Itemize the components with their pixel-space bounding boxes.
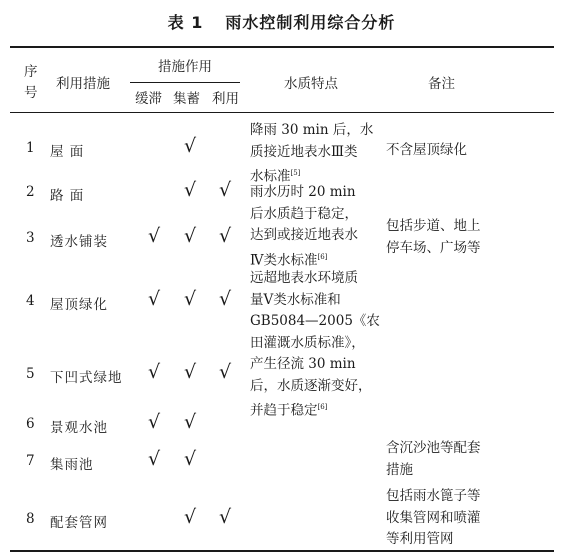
water-quality-note-3-line-4: 田灌溉水质标准》， <box>250 334 365 351</box>
water-quality-note-3-line-3: GB5084—2005《农 <box>250 313 380 329</box>
check-mark-row-1-store: √ <box>184 135 197 157</box>
row-3-number: 3 <box>26 230 35 246</box>
check-mark-row-5-use: √ <box>219 361 232 383</box>
header-remarks: 备注 <box>428 76 455 92</box>
water-quality-note-2-line-3: 达到或接近地表水 <box>250 227 358 243</box>
water-quality-note-1 <box>250 120 373 188</box>
remarks-note-4-line-3: 等利用管网 <box>386 531 454 547</box>
water-quality-note-2-line-1: 雨水历时 20 min <box>250 184 356 200</box>
row-7-name: 集雨池 <box>50 457 94 473</box>
table-number: 表 1 <box>167 13 204 32</box>
water-quality-note-1-line-1: 降雨 30 min 后，水 <box>250 122 374 138</box>
water-quality-note-2 <box>250 182 358 272</box>
remarks-note-2 <box>386 216 481 259</box>
check-mark-row-7-slow: √ <box>148 448 161 470</box>
row-1-name: 屋 面 <box>50 144 85 160</box>
check-mark-row-3-store: √ <box>184 225 197 247</box>
remarks-note-3 <box>386 438 481 481</box>
check-mark-row-2-store: √ <box>184 179 197 201</box>
check-mark-row-5-store: √ <box>184 361 197 383</box>
row-2-name: 路 面 <box>50 188 85 204</box>
check-mark-row-8-use: √ <box>219 506 232 528</box>
header-func-slow: 缓滞 <box>135 91 162 107</box>
check-mark-row-5-slow: √ <box>148 361 161 383</box>
row-4-name: 屋顶绿化 <box>50 297 108 313</box>
water-quality-note-3-ref: [6] <box>317 403 328 411</box>
row-6-number: 6 <box>26 416 35 432</box>
header-func-store: 集蓄 <box>173 91 200 107</box>
remarks-note-2-line-2: 停车场、广场等 <box>386 239 481 256</box>
check-mark-row-3-slow: √ <box>148 225 161 247</box>
remarks-note-3-line-2: 措施 <box>386 461 413 478</box>
header-bottom-rule <box>10 112 554 113</box>
header-measure: 利用措施 <box>56 76 110 92</box>
row-2-number: 2 <box>26 184 35 200</box>
remarks-note-4-line-1: 包括雨水篦子等 <box>386 488 481 504</box>
table-title <box>0 10 563 33</box>
check-mark-row-8-store: √ <box>184 506 197 528</box>
check-mark-row-3-use: √ <box>219 225 232 247</box>
header-water-quality: 水质特点 <box>284 76 338 92</box>
check-mark-row-7-store: √ <box>184 448 197 470</box>
water-quality-note-3-line-6: 后，水质逐渐变好， <box>250 377 372 394</box>
row-8-name: 配套管网 <box>50 515 108 531</box>
water-quality-note-2-line-2: 后水质趋于稳定， <box>250 205 358 222</box>
row-4-number: 4 <box>26 293 35 309</box>
row-5-number: 5 <box>26 366 35 382</box>
header-func-use: 利用 <box>212 91 239 107</box>
check-mark-row-4-store: √ <box>184 288 197 310</box>
row-8-number: 8 <box>26 511 35 527</box>
top-rule <box>10 46 554 48</box>
water-quality-note-1-line-2: 质接近地表水Ⅲ类 <box>250 143 358 160</box>
water-quality-note-3-line-5: 产生径流 30 min <box>250 356 356 372</box>
remarks-note-1-line-1: 不含屋顶绿化 <box>386 142 467 158</box>
function-group-rule <box>130 82 240 83</box>
water-quality-note-2-line-4: Ⅳ类水标准 <box>250 252 318 268</box>
water-quality-note-1-line-3: 水标准 <box>250 168 291 185</box>
remarks-note-1 <box>386 140 467 162</box>
row-3-name: 透水铺装 <box>50 234 108 250</box>
check-mark-row-4-slow: √ <box>148 288 161 310</box>
remarks-note-4 <box>386 486 481 551</box>
table-title-text: 雨水控制利用综合分析 <box>225 13 396 32</box>
remarks-note-3-line-1: 含沉沙池等配套 <box>386 440 481 456</box>
row-5-name: 下凹式绿地 <box>50 370 123 386</box>
remarks-note-2-line-1: 包括步道、地上 <box>386 218 481 234</box>
header-function-group: 措施作用 <box>158 59 212 75</box>
row-6-name: 景观水池 <box>50 420 108 436</box>
water-quality-note-3-line-7: 并趋于稳定 <box>250 402 318 419</box>
water-quality-note-2-ref: [6] <box>317 252 328 261</box>
check-mark-row-2-use: √ <box>219 179 232 201</box>
check-mark-row-6-slow: √ <box>148 411 161 433</box>
row-1-number: 1 <box>26 140 35 156</box>
water-quality-note-3 <box>250 268 380 422</box>
row-7-number: 7 <box>26 453 35 469</box>
header-seq-line2: 号 <box>24 85 38 101</box>
check-mark-row-6-store: √ <box>184 411 197 433</box>
header-seq-line1: 序 <box>24 64 38 80</box>
water-quality-note-3-line-1: 远超地表水环境质 <box>250 270 358 286</box>
water-quality-note-3-line-2: 量Ⅴ类水标准和 <box>250 291 341 308</box>
remarks-note-4-line-2: 收集管网和喷灌 <box>386 509 481 526</box>
check-mark-row-4-use: √ <box>219 288 232 310</box>
water-quality-note-1-ref: [5] <box>290 169 301 177</box>
